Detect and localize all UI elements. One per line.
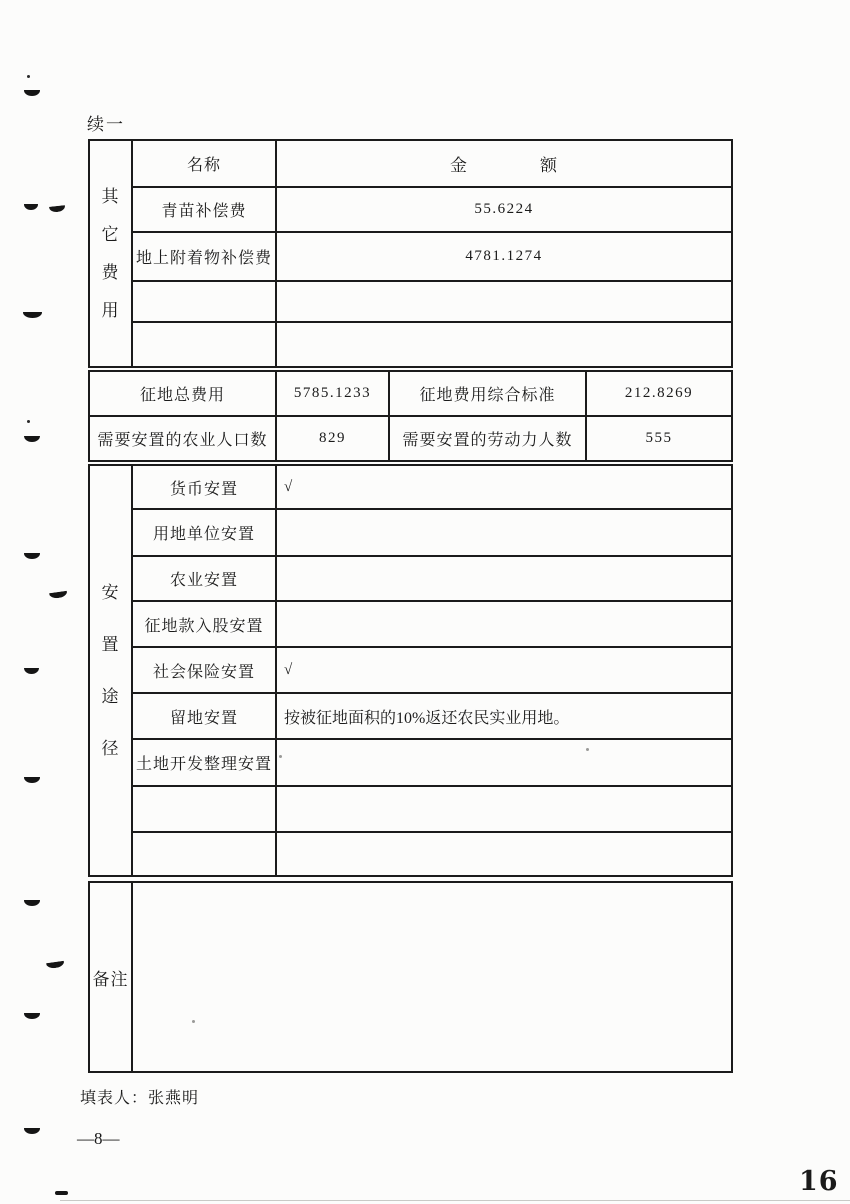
- resettlement-row-value: [277, 602, 731, 648]
- resettlement-row-label: [133, 833, 277, 875]
- resettlement-side-label: 安 置 途 径: [90, 466, 133, 875]
- resettlement-row-label: [133, 787, 277, 833]
- fee-row-label: [133, 323, 277, 366]
- binder-mark: [23, 307, 42, 318]
- column-header-name: 名称: [133, 141, 277, 188]
- binder-mark: [48, 200, 65, 213]
- resettlement-row-value: √: [277, 466, 731, 510]
- corner-page-number: 16: [799, 1166, 839, 1197]
- scan-edge-line: [60, 1200, 850, 1201]
- fee-row-amount: 4781.1274: [277, 233, 731, 282]
- scan-speck: [27, 75, 30, 78]
- binder-mark: [24, 895, 40, 906]
- binder-mark: [24, 662, 39, 674]
- binder-mark: [24, 1123, 40, 1134]
- remarks-content: [133, 883, 731, 1071]
- other-fees-section: [88, 139, 733, 368]
- binder-mark: [24, 548, 40, 559]
- fee-row-label: [133, 282, 277, 323]
- resettlement-row-value: √: [277, 648, 731, 694]
- total-cost-label: 征地总费用: [90, 372, 277, 417]
- labor-value: 555: [645, 430, 673, 446]
- resettlement-row-label: 征地款入股安置: [133, 602, 277, 648]
- remarks-side-label: 备注: [90, 883, 133, 1071]
- resettlement-row-value: [277, 557, 731, 602]
- summary-section: [88, 370, 733, 462]
- resettlement-row-label: 社会保险安置: [133, 648, 277, 694]
- binder-mark: [48, 586, 67, 599]
- fee-row-amount: [277, 323, 731, 366]
- binder-mark: [24, 1008, 40, 1019]
- other-fees-side-label: 其 它 费 用: [90, 141, 133, 366]
- binder-mark: [24, 199, 38, 210]
- resettlement-row-value: 按被征地面积的10%返还农民实业用地。: [277, 694, 731, 740]
- remarks-section: [88, 881, 733, 1073]
- fee-row-label: 青苗补偿费: [133, 188, 277, 233]
- labor-label: 需要安置的劳动力人数: [390, 417, 587, 460]
- resettlement-row-label: 农业安置: [133, 557, 277, 602]
- page-number: —8—: [77, 1129, 120, 1148]
- binder-mark: [24, 772, 40, 783]
- resettlement-row-label: 留地安置: [133, 694, 277, 740]
- resettlement-row-value: [277, 740, 731, 787]
- continuation-label: 续一: [87, 115, 125, 134]
- column-header-amount: 金 额: [277, 141, 731, 188]
- binder-mark: [24, 85, 40, 96]
- agri-population-value: 829: [277, 417, 390, 460]
- resettlement-row-label: 货币安置: [133, 466, 277, 510]
- binder-mark: [55, 1191, 68, 1195]
- standard-label: 征地费用综合标准: [390, 372, 587, 417]
- scan-speck: [27, 420, 30, 423]
- fee-row-amount: 55.6224: [277, 188, 731, 233]
- resettlement-row-value: [277, 787, 731, 833]
- total-cost-value: 5785.1233: [277, 372, 390, 417]
- resettlement-row-value: [277, 510, 731, 557]
- standard-value: 212.8269: [587, 372, 731, 417]
- binder-mark: [24, 430, 40, 442]
- resettlement-row-label: 土地开发整理安置: [133, 740, 277, 787]
- agri-population-label: 需要安置的农业人口数: [90, 417, 277, 460]
- fee-row-amount: [277, 282, 731, 323]
- resettlement-row-label: 用地单位安置: [133, 510, 277, 557]
- resettlement-section: [88, 464, 733, 877]
- resettlement-row-value: [277, 833, 731, 875]
- preparer-line: 填表人：张燕明: [80, 1090, 200, 1107]
- fee-row-label: 地上附着物补偿费: [133, 233, 277, 282]
- binder-mark: [45, 956, 64, 969]
